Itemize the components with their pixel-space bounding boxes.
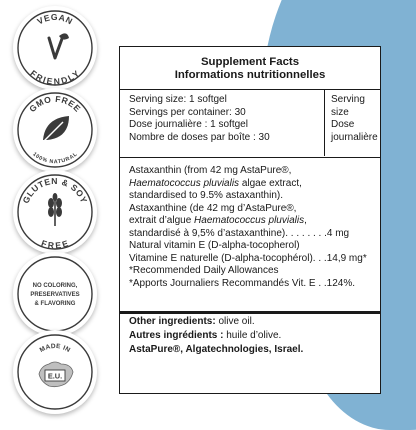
ingredients-rule [120, 311, 380, 314]
ingredient-line-6: standardisé à 9,5% d’astaxanthine). . . . . . . .4 mg [129, 227, 350, 239]
ingredient-line-2-rest: algae extract, [239, 177, 302, 189]
other-label-fr: Autres ingrédients : [129, 330, 224, 342]
serving-header-3: Dose [331, 119, 355, 130]
gluten-badge-top-text: GLUTEN & SOY [20, 175, 90, 205]
vegan-badge-bottom-text: FRIENDLY [28, 68, 82, 87]
ingredient-line-5-post: , [304, 215, 307, 226]
ingredient-line-2 [129, 178, 377, 191]
panel-title [120, 47, 380, 82]
title-english: Supplement Facts [200, 56, 300, 68]
servings-per-container-line: Servings per container: 30 [129, 106, 246, 118]
other-line-1 [129, 315, 377, 329]
coloring-badge-line-3: & FLAVORING [34, 301, 76, 307]
made-in-eu-badge [13, 330, 97, 414]
supplement-facts-panel [119, 46, 381, 394]
vegan-friendly-badge [13, 6, 97, 90]
nombre-de-doses-line: Nombre de doses par boîte : 30 [129, 131, 270, 143]
other-value-en: olive oil. [215, 316, 255, 327]
ingredient-line-4: Astaxanthine (de 42 mg d’AstaPure®, [129, 202, 297, 214]
badge-column [0, 0, 112, 416]
eu-map-icon [13, 330, 97, 414]
serving-column-divider [324, 90, 325, 156]
gmo-leaf-icon [13, 88, 97, 172]
svg-text:GMO FREE [27, 94, 83, 114]
species-name: Haematococcus pluvialis [129, 177, 240, 189]
title-french: Informations nutritionnelles [174, 69, 326, 82]
other-line-2 [129, 329, 377, 343]
gmo-badge-bottom-text: 100% NATURAL [31, 151, 79, 166]
gluten-badge-bottom-text: FREE [39, 237, 70, 251]
ingredient-line-3: standardised to 9.5% astaxanthin). [129, 190, 283, 201]
serving-info-left [129, 94, 325, 144]
eu-badge-center-text: E.U. [47, 371, 63, 381]
ingredient-line-7: Natural vitamin E (D-alpha-tocopherol) [129, 240, 300, 251]
serving-header-4: journalière [331, 131, 378, 143]
serving-rule [120, 157, 380, 158]
manufacturer-text: AstaPure®, Algatechnologies, Israel. [129, 344, 304, 356]
dose-journaliere-line: Dose journalière : 1 softgel [129, 119, 248, 130]
other-value-fr: huile d’olive. [223, 330, 282, 342]
no-coloring-icon [13, 252, 97, 336]
serving-header-1: Serving [331, 94, 365, 105]
svg-text:MADE IN [39, 343, 72, 354]
serving-info-block [120, 90, 380, 158]
ingredients-block [129, 165, 377, 290]
gmo-badge-top-text: GMO FREE [27, 93, 83, 115]
gmo-free-badge [13, 88, 97, 172]
ingredient-line-5-pre: extrait d’algue [129, 215, 195, 226]
manufacturer-line [129, 343, 377, 357]
no-coloring-badge [13, 252, 97, 336]
coloring-badge-line-2: PRESERVATIVES [30, 292, 80, 298]
other-ingredients-block [129, 315, 377, 358]
serving-size-line: Serving size: 1 softgel [129, 94, 227, 105]
ingredient-line-1: Astaxanthin (from 42 mg AstaPure®, [129, 165, 292, 176]
coloring-badge-line-1: NO COLORING, [32, 283, 78, 289]
vegan-badge-top-text: VEGAN [35, 11, 75, 27]
gluten-soy-free-badge [13, 170, 97, 254]
other-label-en: Other ingredients: [129, 316, 216, 327]
ingredient-line-10: *Apports Journaliers Recommandés Vit. E . .124%. [129, 277, 356, 289]
eu-badge-top-text: MADE IN [38, 342, 72, 355]
serving-header-2: size [331, 106, 349, 118]
svg-text:FRIENDLY [28, 68, 81, 86]
vegan-leaf-icon [13, 6, 97, 90]
ingredient-line-9: *Recommended Daily Allowances [129, 265, 279, 276]
ingredient-line-8: Vitamine E naturelle (D-alpha-tocophérol). . .14,9 mg* [129, 252, 367, 264]
wheat-icon [13, 170, 97, 254]
ingredient-line-5 [129, 215, 377, 228]
species-name-fr: Haematococcus pluvialis [194, 215, 305, 226]
serving-info-right [331, 94, 379, 144]
